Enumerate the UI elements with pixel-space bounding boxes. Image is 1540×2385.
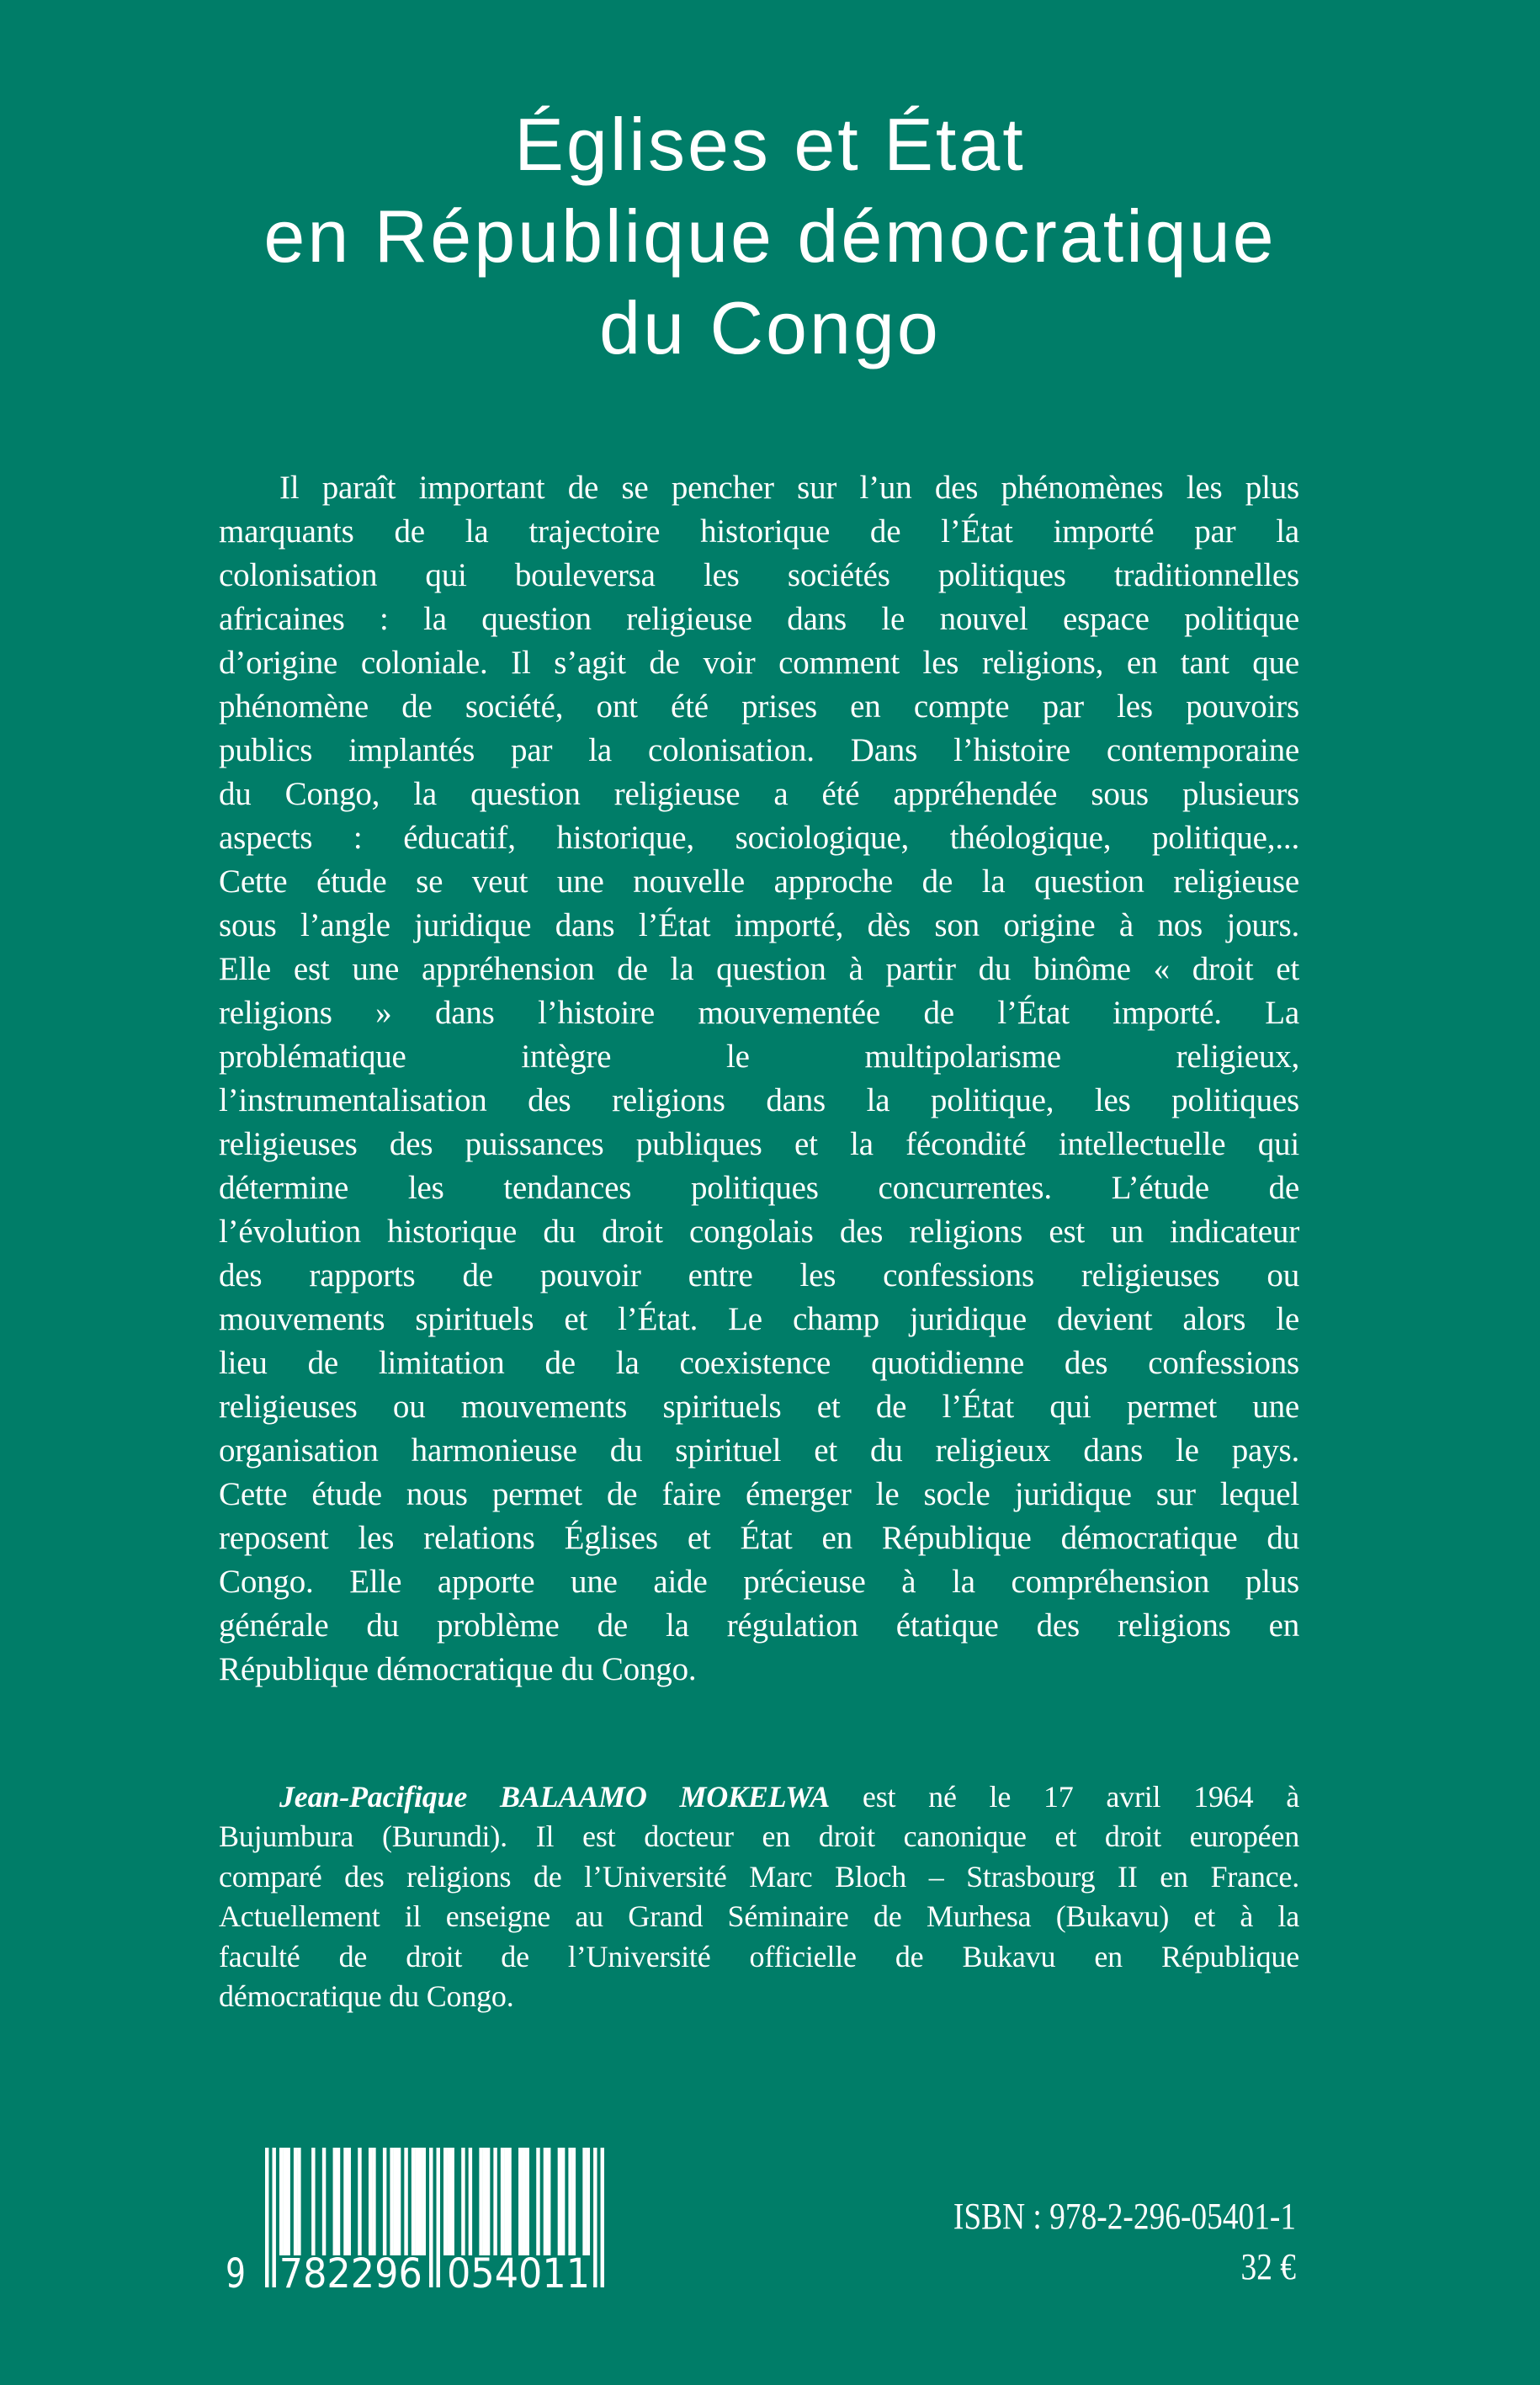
- barcode-bar: [443, 2148, 447, 2255]
- summary-line: Cette étude nous permet de faire émerger le socle juridique sur lequel: [219, 1476, 1299, 1512]
- summary-line: sous l’angle juridique dans l’État importé, dès son origine à nos jours.: [219, 907, 1299, 943]
- barcode-bar: [337, 2148, 340, 2255]
- book-title: [0, 98, 1540, 374]
- bio-line: faculté de droit de l’Université officielle de Bukavu en République: [219, 1939, 1299, 1973]
- barcode-bar: [522, 2148, 525, 2255]
- barcode-bar: [483, 2148, 486, 2255]
- summary-line: organisation harmonieuse du spirituel et du religieux dans le pays.: [219, 1432, 1299, 1469]
- barcode-bar: [587, 2148, 590, 2255]
- bio-line: [219, 1777, 1299, 1817]
- summary-line: générale du problème de la régulation étatique des religions en: [219, 1607, 1299, 1644]
- barcode-bar: [418, 2148, 422, 2255]
- summary-line: religions » dans l’histoire mouvementée de l’État importé. La: [219, 995, 1299, 1031]
- barcode-bar: [372, 2148, 375, 2255]
- barcode-bar: [582, 2148, 586, 2255]
- summary-line: reposent les relations Églises et État en République démocratique du: [219, 1520, 1299, 1556]
- barcode-bar: [397, 2148, 401, 2255]
- summary-line: colonisation qui bouleversa les sociétés politiques traditionnelles: [219, 557, 1299, 593]
- title-line-2: en République démocratique: [263, 194, 1277, 278]
- barcode-bar: [507, 2148, 511, 2255]
- summary-line: marquants de la trajectoire historique de l’État importé par la: [219, 513, 1299, 550]
- summary-line: africaines : la question religieuse dans le nouvel espace politique: [219, 601, 1299, 637]
- summary-line: Congo. Elle apporte une aide précieuse à la compréhension plus: [219, 1564, 1299, 1600]
- summary-line: Cette étude se veut une nouvelle approche de la question religieuse: [219, 863, 1299, 900]
- barcode-bar: [294, 2148, 297, 2255]
- summary-line: aspects : éducatif, historique, sociologique, théologique, politique,...: [219, 820, 1299, 856]
- barcode-bar: [265, 2148, 268, 2287]
- barcode-bar: [283, 2148, 286, 2255]
- barcode-bar: [404, 2148, 407, 2255]
- barcode-bar: [568, 2148, 571, 2255]
- barcode-bar: [593, 2148, 597, 2287]
- summary-line: religieuses ou mouvements spirituels et de l’État qui permet une: [219, 1389, 1299, 1425]
- author-name: Jean-Pacifique BALAAMO MOKELWA: [279, 1780, 831, 1814]
- summary-line: d’origine coloniale. Il s’agit de voir comment les religions, en tant que: [219, 645, 1299, 681]
- barcode-bar: [437, 2148, 440, 2287]
- title-line-3: du Congo: [599, 286, 941, 369]
- isbn: ISBN : 978-2-296-05401-1: [953, 2196, 1296, 2237]
- barcode: [226, 2148, 613, 2299]
- barcode-bar: [422, 2148, 426, 2255]
- summary-line: mouvements spirituels et l’État. Le champ juridique devient alors le: [219, 1301, 1299, 1337]
- barcode-bar: [469, 2148, 472, 2255]
- summary-line: République démocratique du Congo.: [219, 1651, 697, 1687]
- barcode-bar: [394, 2148, 397, 2255]
- barcode-bar: [526, 2148, 529, 2255]
- barcode-bar: [501, 2148, 504, 2255]
- barcode-bar: [479, 2148, 482, 2255]
- barcode-bar: [518, 2148, 522, 2255]
- barcode-bar: [601, 2148, 604, 2287]
- bio-line: Bujumbura (Burundi). Il est docteur en droit canonique et droit européen: [219, 1819, 1299, 1854]
- barcode-bar: [429, 2148, 433, 2287]
- summary-line: publics implantés par la colonisation. Dans l’histoire contemporaine: [219, 732, 1299, 768]
- barcode-bar: [279, 2148, 283, 2255]
- title-line-1: Églises et État: [514, 103, 1026, 186]
- barcode-bar: [450, 2148, 454, 2255]
- summary-line: détermine les tendances politiques concurrentes. L’étude de: [219, 1170, 1299, 1206]
- barcode-bar: [383, 2148, 386, 2255]
- summary-line: des rapports de pouvoir entre les confessions religieuses ou: [219, 1257, 1299, 1293]
- barcode-bar: [486, 2148, 490, 2255]
- price: 32 €: [1240, 2246, 1296, 2287]
- bio-line-text: est né le 17 avril 1964 à: [830, 1780, 1299, 1814]
- barcode-bar: [536, 2148, 539, 2255]
- summary-line: l’évolution historique du droit congolais des religions est un indicateur: [219, 1214, 1299, 1250]
- bio-line: Actuellement il enseigne au Grand Séminaire de Murhesa (Bukavu) et à la: [219, 1899, 1299, 1934]
- barcode-bar: [311, 2148, 315, 2255]
- barcode-bar: [415, 2148, 418, 2255]
- barcode-digits: 9: [226, 2250, 246, 2297]
- barcode-bar: [322, 2148, 326, 2255]
- barcode-bar: [544, 2148, 547, 2255]
- barcode-bar: [286, 2148, 289, 2255]
- barcode-bar: [333, 2148, 337, 2255]
- summary-line: du Congo, la question religieuse a été appréhendée sous plusieurs: [219, 776, 1299, 812]
- summary-line: l’instrumentalisation des religions dans la politique, les politiques: [219, 1082, 1299, 1118]
- summary-line: Elle est une appréhension de la question à partir du binôme « droit et: [219, 951, 1299, 987]
- author-bio: [219, 1777, 1299, 2016]
- barcode-bar: [558, 2148, 561, 2255]
- summary-line: religieuses des puissances publiques et la fécondité intellectuelle qui: [219, 1126, 1299, 1162]
- barcode-bar: [390, 2148, 393, 2255]
- summary-line: lieu de limitation de la coexistence quotidienne des confessions: [219, 1345, 1299, 1381]
- bio-line: comparé des religions de l’Université Marc Bloch – Strasbourg II en France.: [219, 1859, 1299, 1894]
- summary-text: [219, 466, 1299, 1692]
- barcode-bar: [561, 2148, 565, 2255]
- summary-line: phénomène de société, ont été prises en compte par les pouvoirs: [219, 688, 1299, 725]
- barcode-bar: [369, 2148, 372, 2255]
- barcode-bar: [358, 2148, 361, 2255]
- barcode-digits: 054011: [447, 2250, 591, 2297]
- barcode-digits: 782296: [279, 2250, 422, 2297]
- barcode-bar: [348, 2148, 351, 2255]
- summary-line: Il paraît important de se pencher sur l’un des phénomènes les plus: [279, 470, 1299, 506]
- barcode-bar: [447, 2148, 450, 2255]
- summary-line: problématique intègre le multipolarisme religieux,: [219, 1038, 1299, 1075]
- barcode-bar: [297, 2148, 300, 2255]
- barcode-bar: [504, 2148, 507, 2255]
- barcode-bar: [343, 2148, 347, 2255]
- barcode-bar: [572, 2148, 576, 2255]
- barcode-bar: [461, 2148, 465, 2255]
- barcode-bar: [272, 2148, 275, 2287]
- barcode-bar: [412, 2148, 415, 2255]
- bio-line: démocratique du Congo.: [219, 1979, 514, 2013]
- barcode-bar: [547, 2148, 550, 2255]
- barcode-bar: [493, 2148, 497, 2255]
